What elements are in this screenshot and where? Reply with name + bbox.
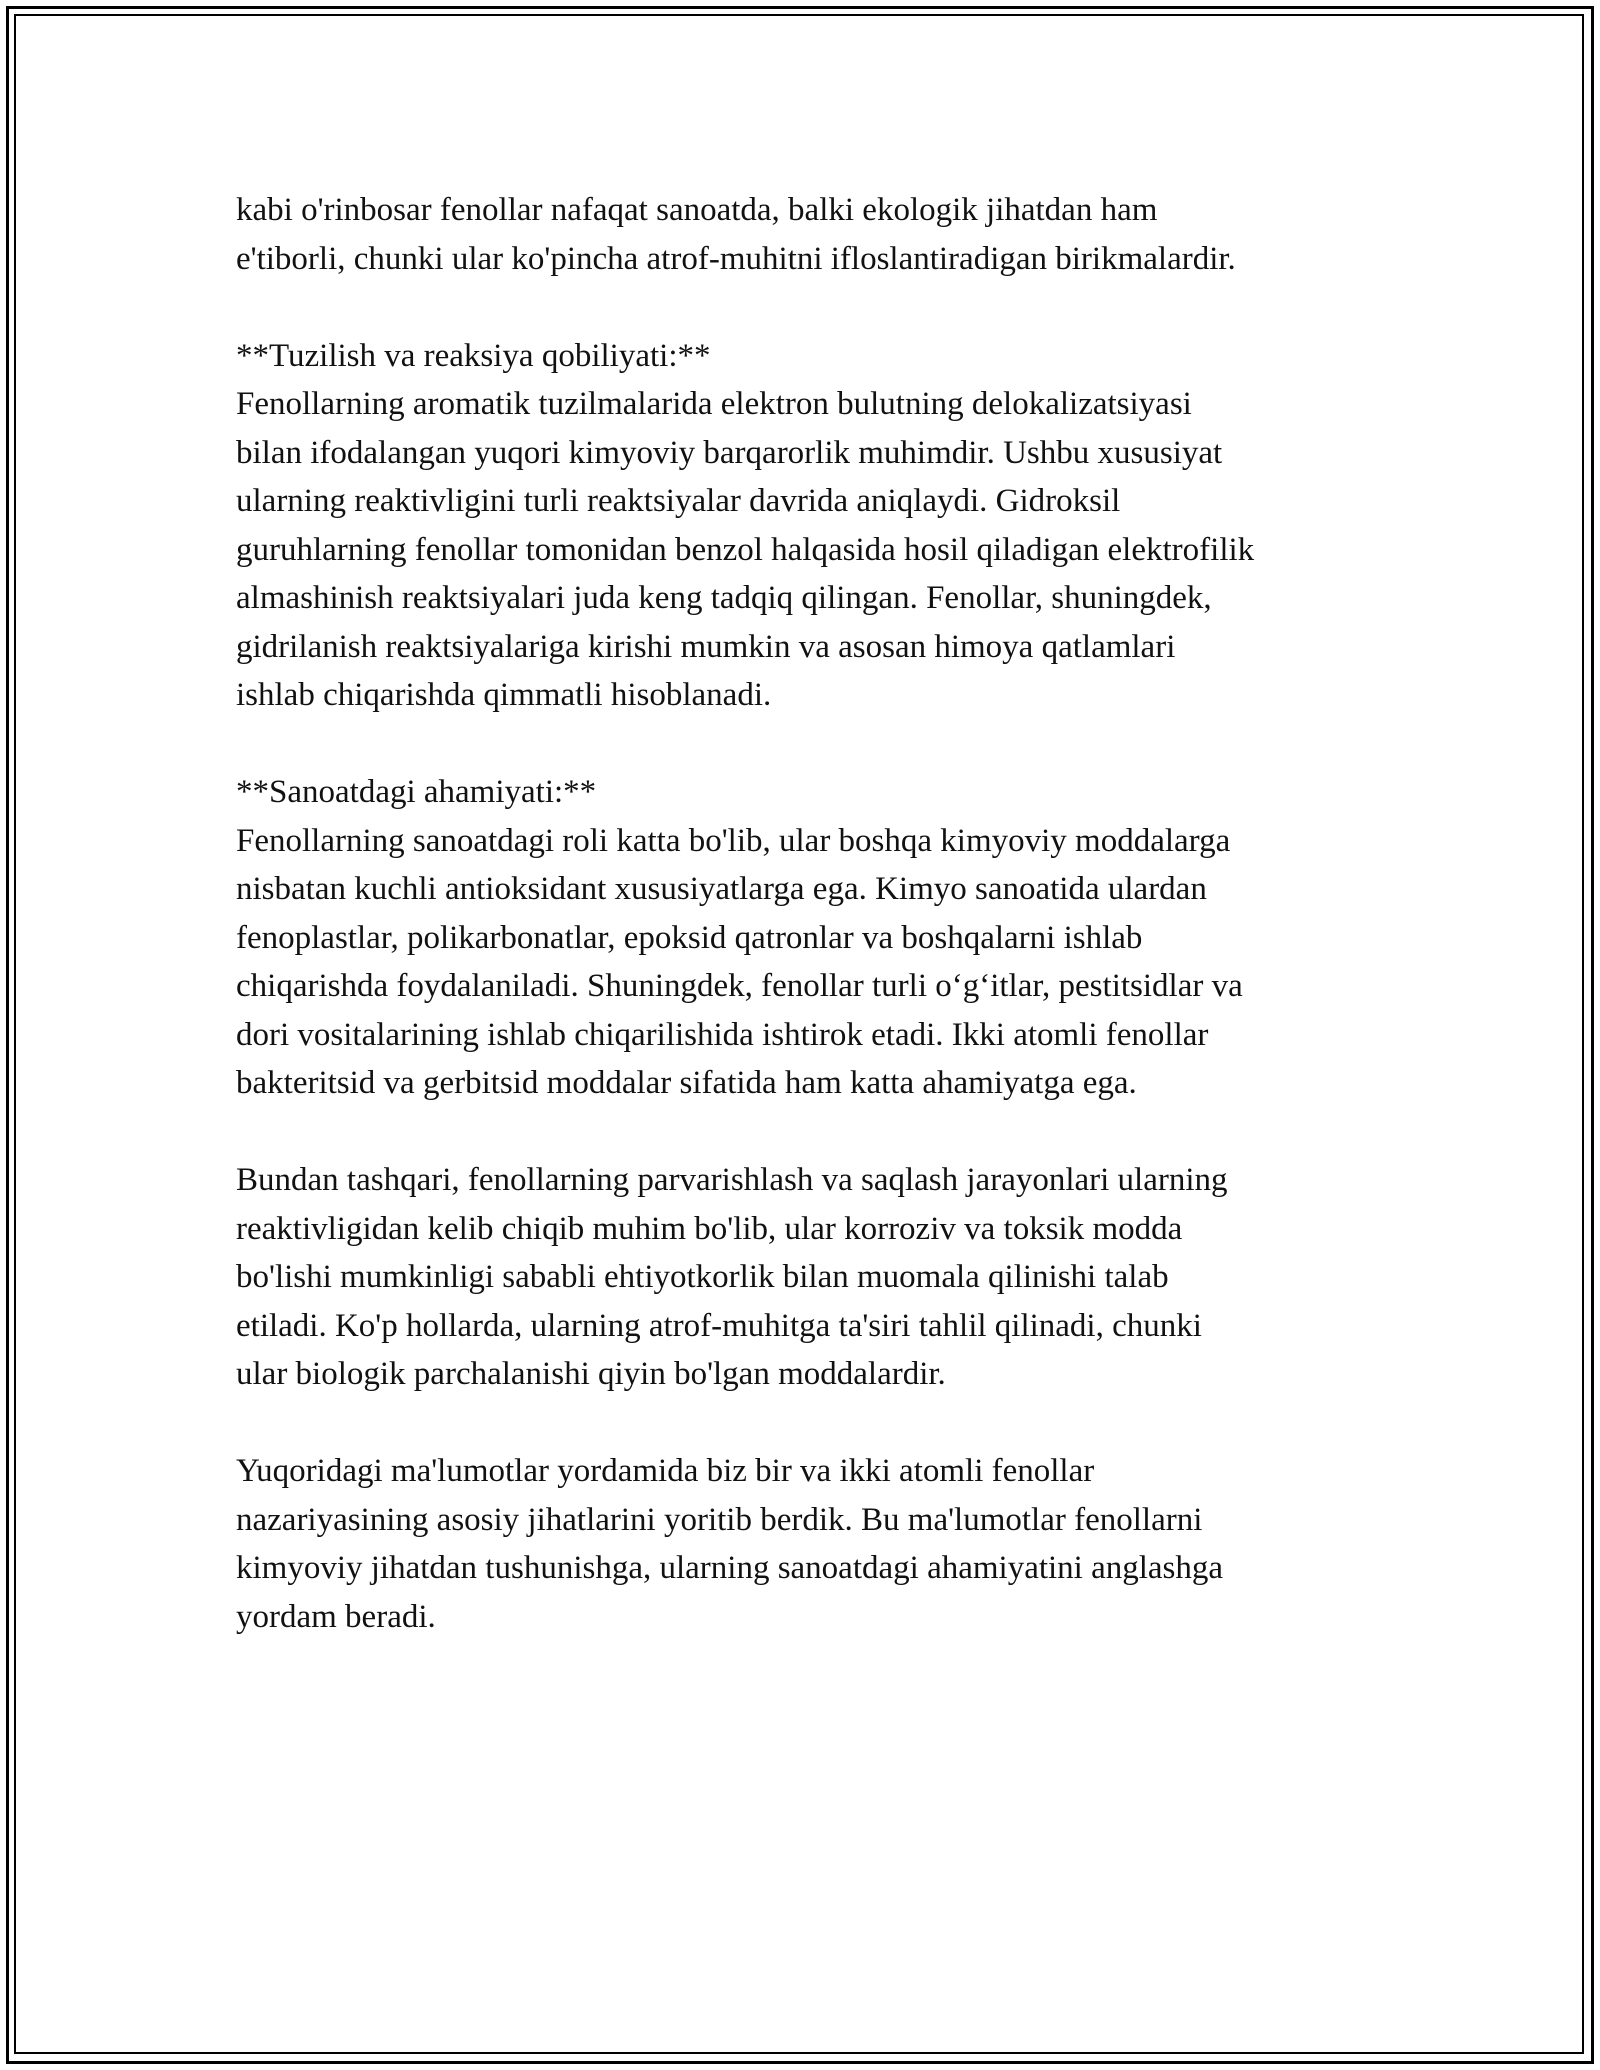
document-body: [236, 186, 1386, 1641]
section-heading: **Tuzilish va reaksiya qobiliyati:**: [236, 337, 711, 374]
text-line: reaktivligidan kelib chiqib muhim bo'lib, ular korroziv va toksik modda: [236, 1210, 1183, 1247]
paragraph-gap: [236, 283, 1386, 332]
text-line: almashinish reaktsiyalari juda keng tadqiq qilingan. Fenollar, shuningdek,: [236, 580, 1212, 616]
paragraph-gap: [236, 1108, 1386, 1157]
text-line: fenoplastlar, polikarbonatlar, epoksid qatronlar va boshqalarni ishlab: [236, 919, 1143, 956]
text-line: ular biologik parchalanishi qiyin bo'lgan moddalardir.: [236, 1356, 946, 1392]
section-industrial-importance: [236, 768, 1386, 1108]
paragraph-gap: [236, 1399, 1386, 1448]
text-line: gidrilanish reaktsiyalariga kirishi mumkin va asosan himoya qatlamlari: [236, 628, 1176, 665]
paragraph-substituted-phenols: [236, 186, 1386, 283]
text-line: yordam beradi.: [236, 1598, 436, 1635]
text-line: kabi o'rinbosar fenollar nafaqat sanoatda, balki ekologik jihatdan ham: [236, 192, 1158, 228]
text-line: Yuqoridagi ma'lumotlar yordamida biz bir va ikki atomli fenollar: [236, 1453, 1095, 1489]
section-heading: **Sanoatdagi ahamiyati:**: [236, 774, 597, 810]
paragraph-handling-storage: [236, 1156, 1386, 1399]
text-line: ishlab chiqarishda qimmatli hisoblanadi.: [236, 677, 772, 713]
text-line: nazariyasining asosiy jihatlarini yoritib berdik. Bu ma'lumotlar fenollarni: [236, 1501, 1203, 1538]
text-line: bo'lishi mumkinligi sababli ehtiyotkorlik bilan muomala qilinishi talab: [236, 1259, 1169, 1295]
text-line: dori vositalarining ishlab chiqarilishida ishtirok etadi. Ikki atomli fenollar: [236, 1016, 1209, 1053]
text-line: Fenollarning sanoatdagi roli katta bo'lib, ular boshqa kimyoviy moddalarga: [236, 822, 1231, 859]
text-line: bakteritsid va gerbitsid moddalar sifatida ham katta ahamiyatga ega.: [236, 1065, 1137, 1101]
text-line: etiladi. Ko'p hollarda, ularning atrof-muhitga ta'siri tahlil qilinadi, chunki: [236, 1307, 1202, 1344]
section-structure-reactivity: [236, 332, 1386, 720]
text-line: chiqarishda foydalaniladi. Shuningdek, fenollar turli o‘g‘itlar, pestitsidlar va: [236, 968, 1243, 1004]
paragraph-gap: [236, 720, 1386, 769]
text-line: ularning reaktivligini turli reaktsiyalar davrida aniqlaydi. Gidroksil: [236, 483, 1121, 519]
text-line: Bundan tashqari, fenollarning parvarishlash va saqlash jarayonlari ularning: [236, 1162, 1228, 1198]
paragraph-conclusion: [236, 1447, 1386, 1641]
text-line: e'tiborli, chunki ular ko'pincha atrof-muhitni ifloslantiradigan birikmalardir.: [236, 240, 1236, 277]
text-line: kimyoviy jihatdan tushunishga, ularning sanoatdagi ahamiyatini anglashga: [236, 1550, 1224, 1586]
text-line: Fenollarning aromatik tuzilmalarida elektron bulutning delokalizatsiyasi: [236, 386, 1192, 422]
text-line: bilan ifodalangan yuqori kimyoviy barqarorlik muhimdir. Ushbu xususiyat: [236, 434, 1223, 471]
text-line: nisbatan kuchli antioksidant xususiyatlarga ega. Kimyo sanoatida ulardan: [236, 871, 1207, 907]
text-line: guruhlarning fenollar tomonidan benzol halqasida hosil qiladigan elektrofilik: [236, 531, 1255, 568]
